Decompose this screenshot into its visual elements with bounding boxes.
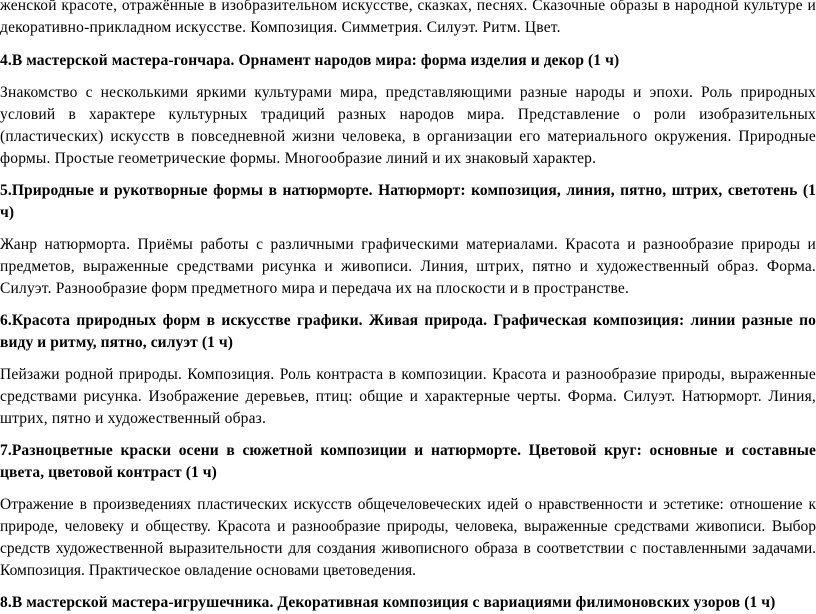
section-5-heading: 5.Природные и рукотворные формы в натюрморте. Натюрморт: композиция, линия, пятно, штрих, светотень (1 ч) xyxy=(0,182,816,221)
section-4-heading: 4.В мастерской мастера-гончара. Орнамент народов мира: форма изделия и декор (1 ч) xyxy=(0,52,620,69)
section-7-heading: 7.Разноцветные краски осени в сюжетной композиции и натюрморте. Цветовой круг: основные и составные цвета, цветовой контраст (1 ч) xyxy=(0,442,816,481)
section-4-body: Знакомство с несколькими яркими культурами мира, представляющими разные народы и эпохи. Роль природных условий в характере культурных традиций разных народов мира. Представление о роли изобразительных (пластических) искусств в повседневной жизни человека, в организации его материального окружения. Природные формы. Простые геометрические формы. Многообразие линий и их знаковый характер. xyxy=(0,84,816,167)
section-8-heading: 8.В мастерской мастера-игрушечника. Декоративная композиция с вариациями филимоновских узоров (1 ч) xyxy=(0,594,776,611)
section-6-body: Пейзажи родной природы. Композиция. Роль контраста в композиции. Красота и разнообразие природы, выраженные средствами рисунка. Изображение деревьев, птиц: общие и характерные черты. Форма. Силуэт. Натюрморт. Линия, штрих, пятно и художественный образ. xyxy=(0,366,816,427)
section-6-heading: 6.Красота природных форм в искусстве графики. Живая природа. Графическая композиция: линии разные по виду и ритму, пятно, силуэт (1 ч) xyxy=(0,312,816,351)
section-5-body: Жанр натюрморта. Приёмы работы с различными графическими материалами. Красота и разнообразие природы и предметов, выраженные средствами рисунка и живописи. Линия, штрих, пятно и художественный образ. Форма. Силуэт. Разнообразие форм предметного мира и передача их на плоскости и в пространстве. xyxy=(0,236,816,297)
intro-paragraph: женской красоте, отражённые в изобразительном искусстве, сказках, песнях. Сказочные образы в народной культуре и декоративно-прикладном искусстве. Композиция. Симметрия. Силуэт. Ритм. Цвет. xyxy=(0,0,816,36)
section-7-body: Отражение в произведениях пластических искусств общечеловеческих идей о нравственности и эстетике: отношение к природе, человеку и обществу. Красота и разнообразие природы, человека, выраженные средствами живописи. Выбор средств художественной выразительности для создания живописного образа в соответствии с поставленными задачами. Композиция. Практическое овладение основами цветоведения. xyxy=(0,496,816,579)
